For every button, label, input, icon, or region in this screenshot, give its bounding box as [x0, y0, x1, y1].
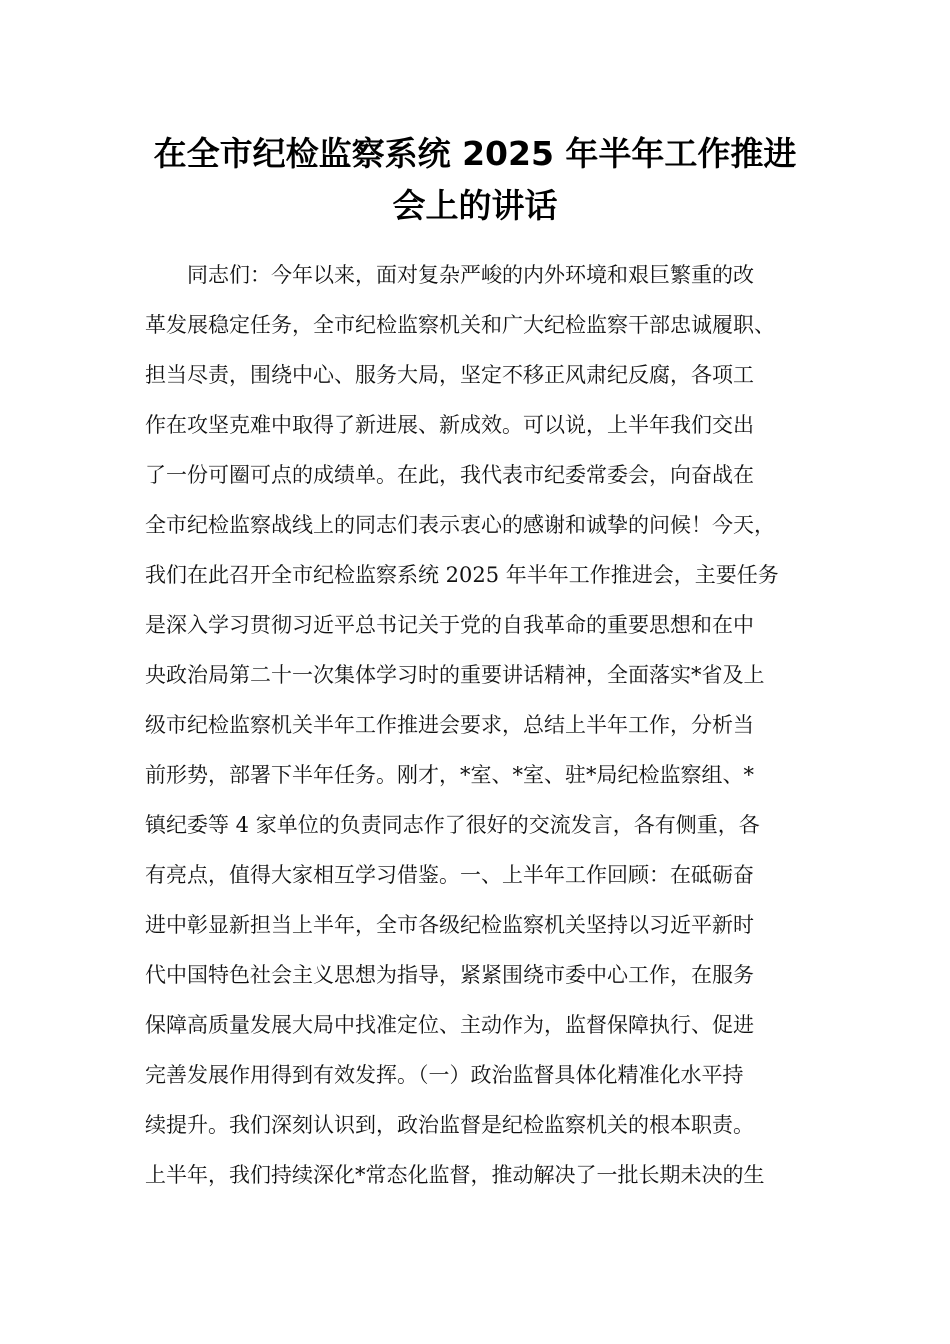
body-line-1: 同志们：今年以来，面对复杂严峻的内外环境和艰巨繁重的改 [145, 263, 754, 287]
body-line-8: 是深入学习贯彻习近平总书记关于党的自我革命的重要思想和在中 [145, 613, 754, 637]
body-line-5: 了一份可圈可点的成绩单。在此，我代表市纪委常委会，向奋战在 [145, 463, 754, 487]
body-line-10: 级市纪检监察机关半年工作推进会要求，总结上半年工作，分析当 [145, 713, 754, 737]
document-title-line-1: 在全市纪检监察系统 2025 年半年工作推进 [153, 134, 797, 173]
body-line-13: 有亮点，值得大家相互学习借鉴。一、上半年工作回顾：在砥砺奋 [145, 863, 754, 887]
body-line-12: 镇纪委等 4 家单位的负责同志作了很好的交流发言，各有侧重，各 [145, 813, 760, 837]
body-line-17: 完善发展作用得到有效发挥。（一）政治监督具体化精准化水平持 [145, 1063, 744, 1087]
body-line-11: 前形势，部署下半年任务。刚才，*室、*室、驻*局纪检监察组、* [145, 763, 754, 787]
body-line-15: 代中国特色社会主义思想为指导，紧紧围绕市委中心工作，在服务 [145, 963, 754, 987]
body-line-4: 作在攻坚克难中取得了新进展、新成效。可以说，上半年我们交出 [145, 413, 754, 437]
body-line-18: 续提升。我们深刻认识到，政治监督是纪检监察机关的根本职责。 [145, 1113, 754, 1137]
body-line-16: 保障高质量发展大局中找准定位、主动作为，监督保障执行、促进 [145, 1013, 754, 1037]
body-line-19: 上半年，我们持续深化*常态化监督，推动解决了一批长期未决的生 [145, 1163, 765, 1187]
body-line-7: 我们在此召开全市纪检监察系统 2025 年半年工作推进会，主要任务 [145, 563, 779, 587]
body-line-2: 革发展稳定任务，全市纪检监察机关和广大纪检监察干部忠诚履职、 [145, 313, 775, 337]
document-title-line-2: 会上的讲话 [392, 186, 558, 225]
body-line-14: 进中彰显新担当上半年，全市各级纪检监察机关坚持以习近平新时 [145, 913, 754, 937]
body-line-6: 全市纪检监察战线上的同志们表示衷心的感谢和诚挚的问候！今天， [145, 513, 775, 537]
body-line-9: 央政治局第二十一次集体学习时的重要讲话精神，全面落实*省及上 [145, 663, 765, 687]
body-line-3: 担当尽责，围绕中心、服务大局，坚定不移正风肃纪反腐，各项工 [145, 363, 754, 387]
